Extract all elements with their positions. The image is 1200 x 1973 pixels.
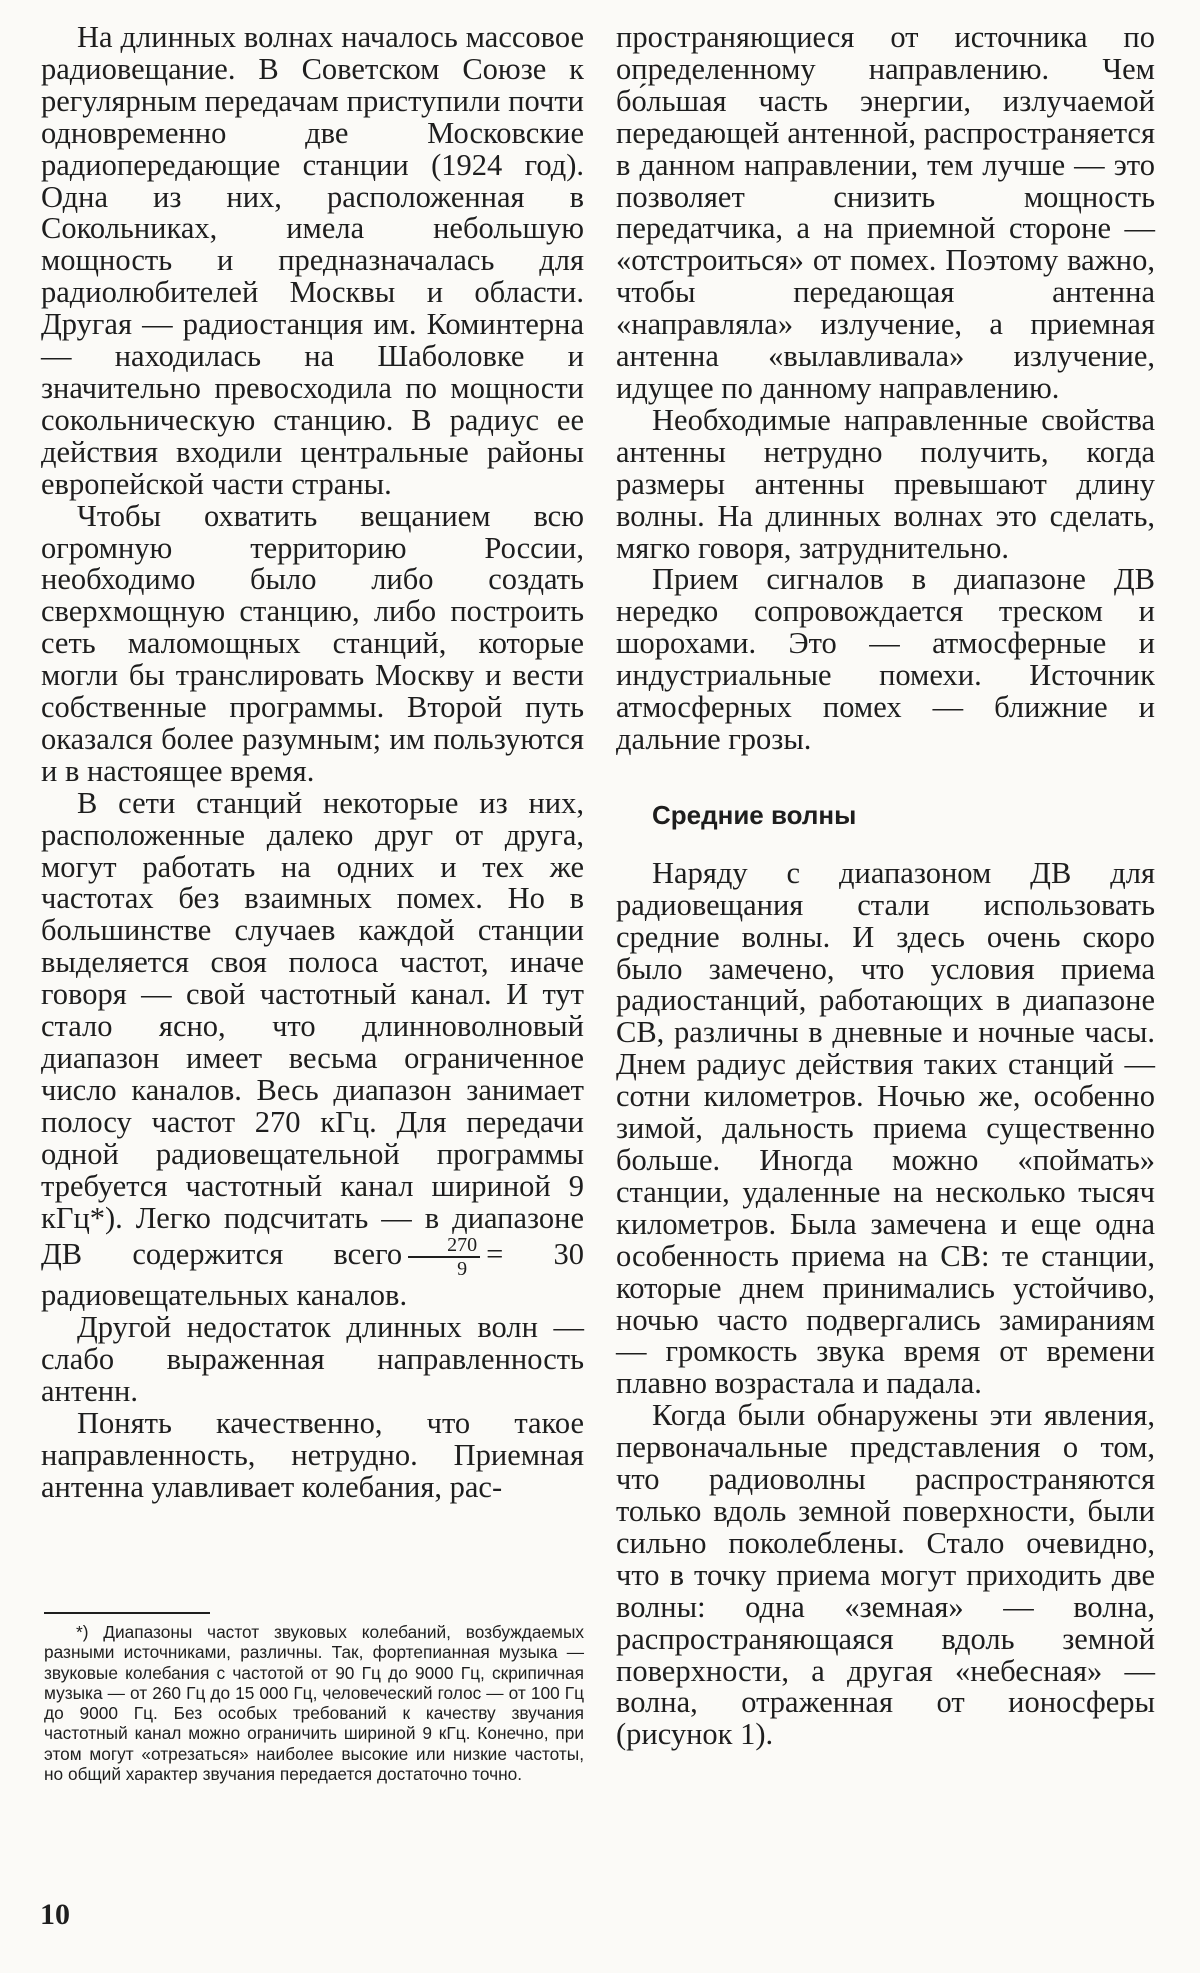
right-column — [616, 22, 1155, 1751]
left-column — [41, 22, 584, 1504]
fraction — [408, 1234, 480, 1280]
fraction-numerator: 270 — [408, 1234, 480, 1258]
paragraph-frequency-channels — [41, 785, 584, 1313]
section-heading-medium-waves: Средние волны — [652, 799, 857, 830]
footnote-divider — [44, 1612, 210, 1614]
channels-text-before-fraction: В сети станций некоторые из них, расположенные далеко друг от друга, могут работать на одних и тех же частотах без взаимных помех. Но в большинстве случаев каждой станции выделяется своя полоса частот, иначе говоря — свой частотный канал. И тут стало ясно, что длинноволновый диапазон имеет весьма ограниченное число каналов. Весь диапазон занимает полосу частот 270 кГц. Для передачи одной радиовещательной программы требуется частотный канал шириной 9 кГц*). Легко подсчитать — в диапазоне ДВ содержится всего — [41, 785, 584, 1272]
paragraph-directivity-continued: пространяющиеся от источника по определенному направлению. Чем бо́льшая часть энергии, излучаемой передающей антенной, распространяется в данном направлении, тем лучше — это позволяет снизить мощность передатчика, а на приемной стороне — «отстроиться» от помех. Поэтому важно, чтобы передающая антенна «направляла» излучение, а приемная антенна «вылавливала» излучение, идущее по данному направлению. — [616, 20, 1155, 405]
fraction-denominator: 9 — [457, 1258, 468, 1281]
footnote: *) Диапазоны частот звуковых колебаний, возбуждаемых разными источниками, различны. Так, фортепианная музыка — звуковые колебания с частотой от 90 Гц до 9000 Гц, скрипичная музыка — от 260 Гц до 15 000 Гц, человеческий голос — от 100 Гц до 9000 Гц. Без особых требований к качеству звучания частотный канал можно ограничить шириной 9 кГц. Конечно, при этом могут «отрезаться» наиболее высокие или низкие частоты, но общий характер звучания передается достаточно точно. — [44, 1622, 584, 1785]
paragraph-antenna-size: Необходимые направленные свойства антенны нетрудно получить, когда размеры антенны превышают длину волны. На длинных волнах это сделать, мягко говоря, затруднительно. — [616, 402, 1155, 565]
paragraph-directivity-drawback: Другой недостаток длинных волн — слабо выраженная направленность антенн. — [41, 1310, 584, 1409]
paragraph-longwave-broadcasting: На длинных волнах началось массовое радиовещание. В Советском Союзе к регулярным передачам приступили почти одновременно две Московские радиопередающие станции (1924 год). Одна из них, расположенная в Сокольниках, имела небольшую мощность и предназначалась для радиолюбителей Москвы и области. Другая — радиостанция им. Коминтерна — находилась на Шаболовке и значительно превосходила по мощности сокольническую станцию. В радиус ее действия входили центральные районы европейской части страны. — [41, 20, 584, 501]
paragraph-interference: Прием сигналов в диапазоне ДВ нередко сопровождается треском и шорохами. Это — атмосферные и индустриальные помехи. Источник атмосферных помех — ближние и дальние грозы. — [616, 562, 1155, 756]
paragraph-sky-and-ground-wave: Когда были обнаружены эти явления, первоначальные представления о том, что радиоволны распространяются только вдоль земной поверхности, были сильно поколеблены. Стало очевидно, что в точку приема могут приходить две волны: одна «земная» — волна, распространяющаяся вдоль земной поверхности, а другая «небесная» — волна, отраженная от ионосферы (рисунок 1). — [616, 1398, 1155, 1752]
paragraph-coverage-russia: Чтобы охватить вещанием всю огромную территорию России, необходимо было либо создать сверхмощную станцию, либо построить сеть маломощных станций, которые могли бы транслировать Москву и вести собственные программы. Второй путь оказался более разумным; им пользуются и в настоящее время. — [41, 498, 584, 788]
page-number: 10 — [40, 1898, 70, 1931]
paragraph-directivity-explained: Понять качественно, что такое направленность, нетрудно. Приемная антенна улавливает колебания, рас- — [41, 1406, 584, 1504]
paragraph-medium-waves: Наряду с диапазоном ДВ для радиовещания стали использовать средние волны. И здесь очень скоро было замечено, что условия приема радиостанций, работающих в диапазоне СВ, различны в дневные и ночные часы. Днем радиус действия таких станций — сотни километров. Ночью же, особенно зимой, дальность приема существенно больше. Иногда можно «поймать» станции, удаленные на несколько тысяч километров. Была замечена и еще одна особенность приема на СВ: те станции, которые днем принимались устойчиво, ночью часто подвергались замираниям — громкость звука время от времени плавно возрастала и падала. — [616, 855, 1155, 1401]
channels-text-after-fraction: = 30 радиовещательных каналов. — [41, 1237, 584, 1313]
